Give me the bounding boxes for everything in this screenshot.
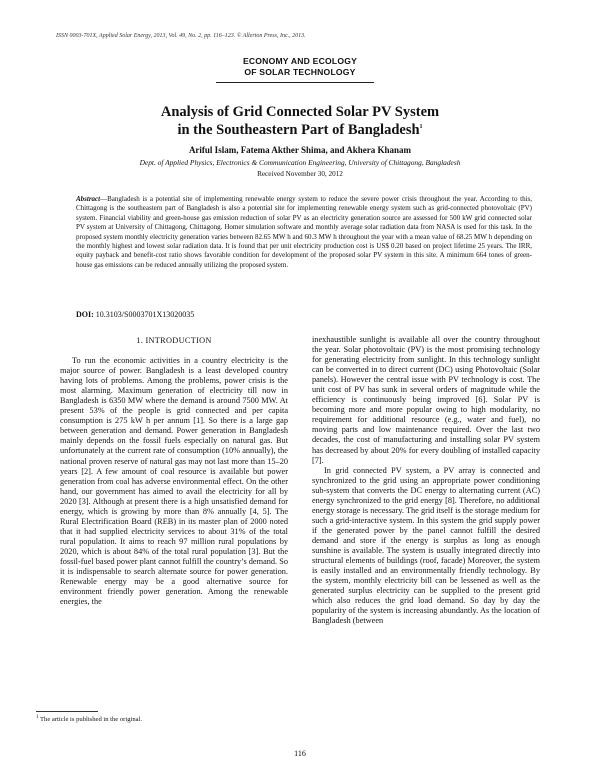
left-column <box>60 336 288 607</box>
title-line-1: Analysis of Grid Connected Solar PV System <box>160 104 440 120</box>
affiliation: Dept. of Applied Physics, Electronics & Communication Engineering, University of Chittagong, Bangladesh <box>139 158 461 167</box>
left-paragraph-1: To run the economic activities in a country electricity is the major source of power. Bangladesh is a least developed country having lots of problems. Among the problems, power crisis is the most alarming. Maximum generation of electricity till now in Bangladesh is 6350 MW where the demand is around 7500 MW. At present 53% of the people is grid connected and per capita consumption is 275 kW h per annum [1]. So there is a large gap between generation and demand. Power generation in Bangladesh mainly depends on the fossil fuels especially on natural gas. But unfortunately at the current rate of consumption (10% annually), the national proven reserve of natural gas may not last more than 15–20 years [2]. A few amount of coal resource is available but power generation from coal has adverse environmental effect. On the other hand, our government has aimed to avail the electricity for all by 2020 [3]. Although at present there is a high unsatisfied demand for energy, which is growing by more than 8% annually [4, 5]. The Rural Electrification Board (REB) in its master plan of 2000 noted that it had supplied electricity services to about 31% of the total rural population. It aims to reach 97 million rural populations by 2020, which is about 84% of the total rural population [3]. But the fossil-fuel based power plant cannot fulfill the country’s demand. So it is indispensable to search alternate source for power generation. Renewable energy may be a good alternative source for environment friendly power generation. Among the renewable energies, the <box>60 356 288 607</box>
footnote-mark: 1 <box>36 714 39 720</box>
paper-title <box>0 103 600 139</box>
authors: Ariful Islam, Fatema Akther Shima, and Akhera Khanam <box>188 145 412 155</box>
title-footnote-mark: 1 <box>419 124 423 131</box>
doi <box>76 310 194 319</box>
section-rule <box>216 82 374 83</box>
abstract <box>76 195 532 270</box>
right-column <box>312 335 540 626</box>
title-line-2-text: in the Southeastern Part of Bangladesh <box>177 122 420 138</box>
abstract-label: Abstract <box>76 195 101 203</box>
section-line-1: ECONOMY AND ECOLOGY <box>242 56 358 66</box>
doi-value: 10.3103/S0003701X13020035 <box>95 310 195 319</box>
right-paragraph-1: inexhaustible sunlight is available all over the country throughout the year. Solar photovoltaic (PV) is the most promising technology for generating electricity from sunlight. In this technology sunlight can be converted in to direct current (DC) using Photovoltaic (Solar panels). However the central issue with PV technology is cost. The unit cost of PV has sunk in several orders of magnitude while the efficiency is continuously being improved [6]. Solar PV is becoming more and more popular owing to high modularity, no requirement for additional resource (e.g., water and fuel), no moving parts and low maintenance required. Over the last two decades, the cost of manufacturing and installing solar PV system has decreased by about 20% for every doubling of installed capacity [7]. <box>312 335 540 465</box>
footnote-rule <box>36 711 98 712</box>
section-heading: 1. INTRODUCTION <box>136 336 212 345</box>
abstract-text: —Bangladesh is a potential site of implementing renewable energy system to reduce the severe power crisis throughout the year. According to this, Chittagong is the southeastern part of Bangladesh is also a potential site for implementing renewable energy system such as grid-connected photovoltaic (PV) system. Financial viability and green-house gas emission reduction of solar PV as an electricity generation source are assessed for 500 kW grid connected solar PV system at University of Chittagong, Chittagong. Homer simulation software and monthly average solar radiation data from NASA is used for this task. In the proposed system monthly electricity generation varies between 82.65 MW h and 60.3 MW h throughout the year with a mean value of 68.25 MW h depending on the monthly highest and lowest solar radiation data. It is found that per unit electricity production cost is US$ 0.20 based on project lifetime 25 years. The IRR, equity payback and benefit-cost ratio shows favorable condition for development of the proposed solar PV system in this site. A minimum 664 tones of green-house gas emissions can be reduced annually utilizing the proposed system. <box>76 195 532 269</box>
title-line-2 <box>0 121 600 139</box>
right-paragraph-2: In grid connected PV system, a PV array is connected and synchronized to the grid using an appropriate power conditioning sub-system that converts the DC energy to alternating current (AC) energy synchronized to the grid energy [8]. Therefore, no additional energy storage is necessary. The grid itself is the storage medium for such a grid-interactive system. In this system the grid supply power if the generated power by the panel cannot fulfill the desired demand and store if the energy is surplus as long as enough sunshine is available. The system is usually integrated directly into structural elements of buildings (roof, facade) Moreover, the system is easily installed and an environmentally friendly technology. By the system, monthly electricity bill can be lessened as well as the generated surplus electricity can be supplied to the present grid which also reduces the grid load demand. So day by day the popularity of the system is increasing abundantly. As the location of Bangladesh (between <box>312 465 540 626</box>
received-date: Received November 30, 2012 <box>257 170 343 178</box>
page-number: 116 <box>294 749 306 758</box>
footnote <box>36 716 142 723</box>
footnote-text: The article is published in the original. <box>40 716 143 723</box>
section-line-2: OF SOLAR TECHNOLOGY <box>244 67 356 77</box>
doi-label: DOI: <box>76 310 94 319</box>
journal-citation: ISSN 0003-701X, Applied Solar Energy, 2013, Vol. 49, No. 2, pp. 116–123. © Allerton Press, Inc., 2013. <box>56 33 306 39</box>
journal-section-heading <box>0 56 600 78</box>
